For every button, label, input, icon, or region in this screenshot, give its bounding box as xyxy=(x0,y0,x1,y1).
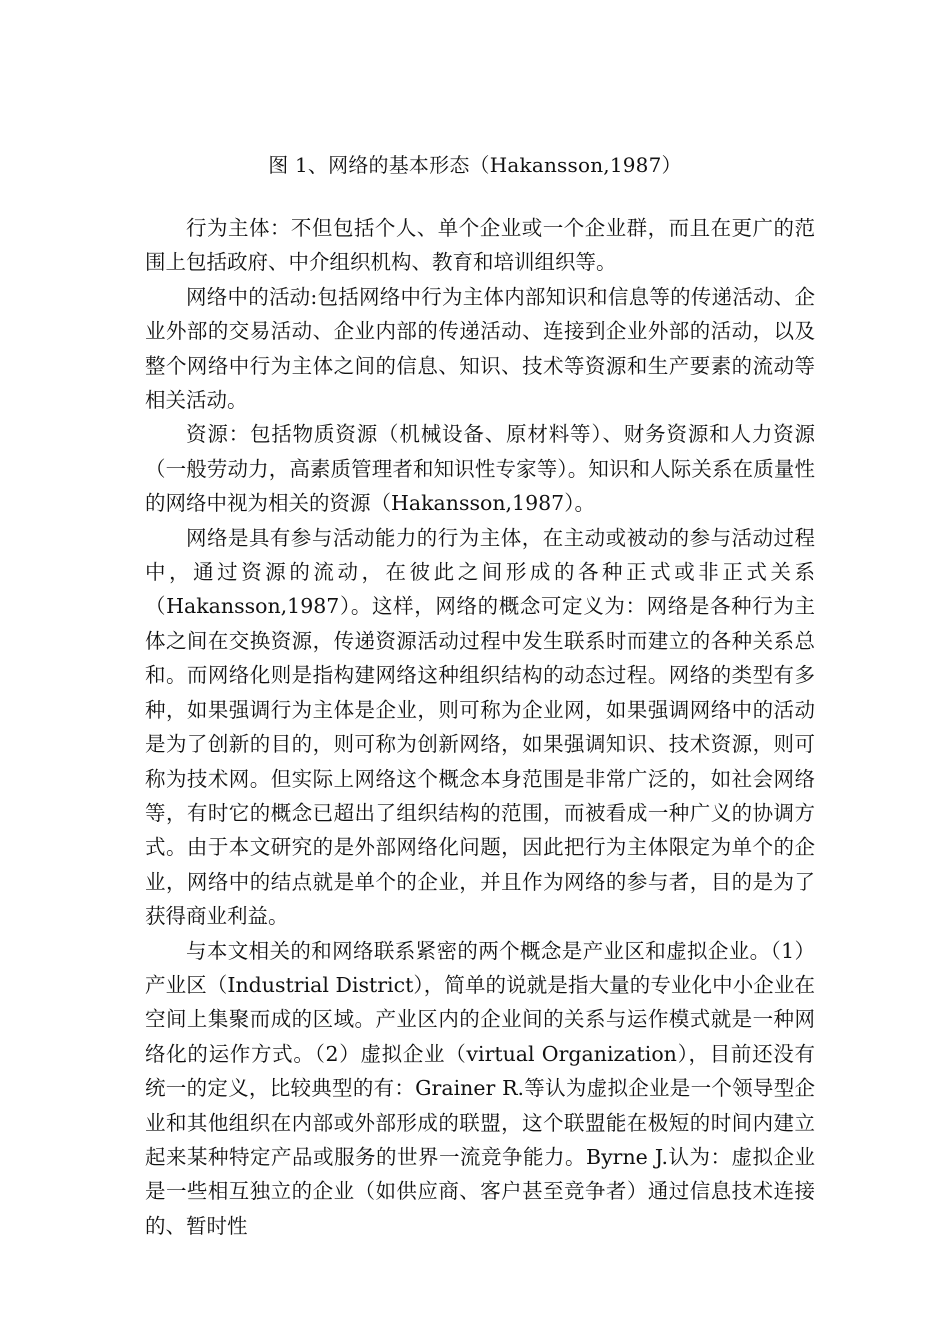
paragraph-network-definition: 网络是具有参与活动能力的行为主体，在主动或被动的参与活动过程中，通过资源的流动，在彼此之间形成的各种正式或非正式关系（Hakansson,1987）。这样，网络的概念可定义为：网络是各种行为主体之间在交换资源，传递资源活动过程中发生联系时而建立的各种关系总和。而网络化则是指构建网络这种组织结构的动态过程。网络的类型有多种，如果强调行为主体是企业，则可称为企业网，如果强调网络中的活动是为了创新的目的，则可称为创新网络，如果强调知识、技术资源，则可称为技术网。但实际上网络这个概念本身范围是非常广泛的，如社会网络等，有时它的概念已超出了组织结构的范围，而被看成一种广义的协调方式。由于本文研究的是外部网络化问题，因此把行为主体限定为单个的企业，网络中的结点就是单个的企业，并且作为网络的参与者，目的是为了获得商业利益。 xyxy=(145,525,815,929)
paragraph-actors: 行为主体：不但包括个人、单个企业或一个企业群，而且在更广的范围上包括政府、中介组织机构、教育和培训组织等。 xyxy=(145,216,815,275)
figure-caption: 图 1、网络的基本形态（Hakansson,1987） xyxy=(268,153,682,177)
body-text xyxy=(145,211,815,1243)
paragraph-resources: 资源：包括物质资源（机械设备、原材料等）、财务资源和人力资源（一般劳动力，高素质管理者和知识性专家等）。知识和人际关系在质量性的网络中视为相关的资源（Hakansson,1987）。 xyxy=(145,422,815,516)
paragraph-activities: 网络中的活动:包括网络中行为主体内部知识和信息等的传递活动、企业外部的交易活动、企业内部的传递活动、连接到企业外部的活动，以及整个网络中行为主体之间的信息、知识、技术等资源和生产要素的流动等相关活动。 xyxy=(145,284,815,413)
paragraph-related-concepts: 与本文相关的和网络联系紧密的两个概念是产业区和虚拟企业。（1）产业区（Industrial District），简单的说就是指大量的专业化中小企业在空间上集聚而成的区域。产业区内的企业间的关系与运作模式就是一种网络化的运作方式。（2）虚拟企业（virtual Organization），目前还没有统一的定义，比较典型的有：Grainer R.等认为虚拟企业是一个领导型企业和其他组织在内部或外部形成的联盟，这个联盟能在极短的时间内建立起来某种特定产品或服务的世界一流竞争能力。Byrne J.认为：虚拟企业是一些相互独立的企业（如供应商、客户甚至竞争者）通过信息技术连接的、暂时性 xyxy=(145,938,815,1238)
